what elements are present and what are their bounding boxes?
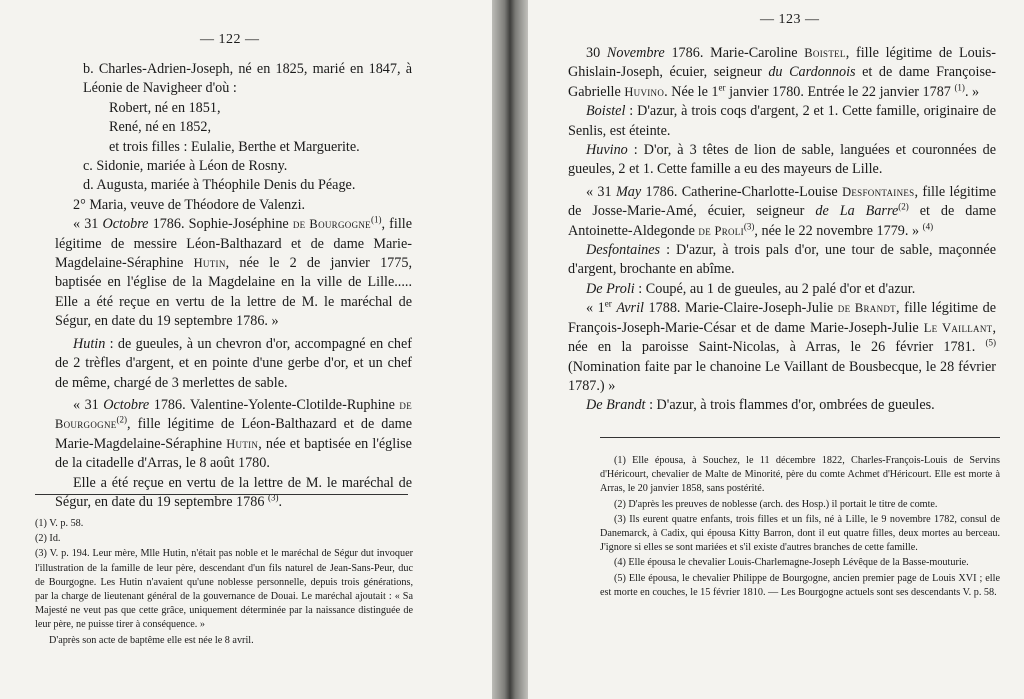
record-valentine: « 31 Octobre 1786. Valentine-Yolente-Clotilde-Ruphine de Bourgogne$^{(2)}$, fille légitime de Léon-Balthazard et de dame Marie-Magdelaine-Séraphine Hutin, née et baptisée en l'église de la citadelle d'Arras, le 8 août 1780. <box>55 396 413 472</box>
left-body-text <box>55 60 412 512</box>
arms-boistel: Boistel : D'azur, à trois coqs d'argent, 2 et 1. Cette famille, originaire de Senlis, est éteinte. <box>568 103 996 139</box>
record-marie-claire: « 1er Avril 1788. Marie-Claire-Joseph-Julie de Brandt, fille légitime de François-Joseph-Marie-César et de dame Marie-Joseph-Julie Le Vaillant, née en la paroisse Saint-Nicolas, à Arras, le 26 février 1781. $^{(5)}$ (Nomination faite par le chanoine Le Vaillant de Bousbecque, le 28 février 1787.) » <box>568 298 997 394</box>
entry-b: b. Charles-Adrien-Joseph, né en 1825, marié en 1847, à Léonie de Navigheer d'où : <box>83 61 412 97</box>
right-page <box>528 0 1024 699</box>
entry-robert: Robert, né en 1851, <box>109 99 221 116</box>
record-marie-caroline: 30 Novembre 1786. Marie-Caroline Boistel, fille légitime de Louis-Ghislain-Joseph, écuier, seigneur du Cardonnois et de dame Françoise-Gabrielle Huvino. Née le 1er janvier 1780. Entrée le 22 janvier 1787 $^{(1)}$. » <box>568 45 997 100</box>
footnote: D'après son acte de baptême elle est née le 8 avril. <box>49 634 254 646</box>
arms-hutin: Hutin : de gueules, à un chevron d'or, accompagné en chef de 2 trèfles d'argent, et en pointe d'une gerbe d'or, et un chef de même, chargé de 3 merlettes de sable. <box>55 335 412 391</box>
arms-de-brandt: De Brandt : D'azur, à trois flammes d'or, ombrées de gueules. <box>586 397 935 414</box>
page-number: — 123 — <box>760 12 820 27</box>
right-body-text <box>568 44 996 416</box>
left-page <box>0 0 492 699</box>
footnote: (1) V. p. 58. <box>35 518 84 529</box>
footnote: (1) Elle épousa, à Souchez, le 11 décembre 1822, Charles-François-Louis de Servins d'Héricourt, chevalier de Malte de Minorité, père du comte Achmet d'Héricourt. Elle est morte à Arras, le 20 janvier 1858, sans postérité. <box>600 455 1000 495</box>
record-sophie: « 31 Octobre 1786. Sophie-Joséphine de Bourgogne$^{(1)}$, fille légitime de messire Léon-Balthazard et de dame Marie-Magdelaine-Séraphine Hutin, née le 2 de janvier 1775, baptisée en l'église de la Magdelaine en la ville de Lille..... Elle a été reçue en vertu de la lettre de M. le maréchal de Ségur, en date du 19 septembre 1786. » <box>55 214 412 330</box>
left-footnotes <box>35 517 413 649</box>
arms-huvino: Huvino : D'or, à 3 têtes de lion de sable, languées et couronnées de gueules, 2 et 1. Cette famille a eu des mayeurs de Lille. <box>568 142 996 178</box>
record-valentine-reception: Elle a été reçue en vertu de la lettre de M. le maréchal de Ségur, en date du 19 septembre 1786 $^{(3)}$. <box>55 474 412 510</box>
footnote: (5) Elle épousa, le chevalier Philippe de Bourgogne, ancien premier page de Louis XVI ; elle est morte en couches, le 15 février 1810. — Les Bourgogne actuels sont ses descendants V. p. 58. <box>600 572 1000 598</box>
entry-rene: René, né en 1852, <box>109 119 212 136</box>
record-catherine: « 31 May 1786. Catherine-Charlotte-Louise Desfontaines, fille légitime de Josse-Marie-Amé, écuier, seigneur de La Barre$^{(2)}$ et de dame Antoinette-Aldegonde de Proli$^{(3)}$, née le 22 novembre 1779. » $^{(4)}$ <box>568 183 997 239</box>
footnote: (3) V. p. 194. Leur mère, Mlle Hutin, n'était pas noble et le maréchal de Ségur dut invoquer l'illustration de la famille de leur père, descendant d'un fils naturel de Jean-Sans-Peur, duc de Bourgogne. Les Hutin n'avaient qu'une noblesse personnelle, depuis trois générations, par la charge de lieutenant général de la gouvernance de Douai. Le maréchal ajoutait : « Sa Majesté ne veut pas que cette grâce, uniquement déterminée par la naissance distinguée de leur père, ne puisse tirer à conséquence. » <box>35 548 413 631</box>
entry-d: d. Augusta, mariée à Théophile Denis du Péage. <box>83 177 356 194</box>
entry-maria: 2° Maria, veuve de Théodore de Valenzi. <box>73 196 306 213</box>
book-gutter <box>492 0 528 699</box>
footnote-divider <box>600 437 1000 438</box>
footnote: (2) Id. <box>35 533 61 545</box>
footnote: (3) Ils eurent quatre enfants, trois filles et un fils, né à Lille, le 9 novembre 1782, consul de Danemarck, à Cadix, qui épousa Kitty Barron, dont il eut quatre filles, deux mortes au berceau. J'ignore si elles se sont mariées et s'il existe d'autres branches de cette famille. <box>600 513 1000 554</box>
footnote: (4) Elle épousa le chevalier Louis-Charlemagne-Joseph Lévêque de la Basse-mouturie. <box>614 557 969 569</box>
right-footnotes <box>600 454 1000 601</box>
arms-de-proli: De Proli : Coupé, au 1 de gueules, au 2 palé d'or et d'azur. <box>586 280 916 297</box>
footnote-divider <box>35 494 408 495</box>
page-number: — 122 — <box>200 32 260 47</box>
entry-c: c. Sidonie, mariée à Léon de Rosny. <box>83 158 288 175</box>
footnote: (2) D'après les preuves de noblesse (arch. des Hosp.) il portait le titre de comte. <box>614 498 938 510</box>
entry-daughters: et trois filles : Eulalie, Berthe et Marguerite. <box>109 138 360 155</box>
arms-desfontaines: Desfontaines : D'azur, à trois pals d'or, une tour de sable, maçonnée d'argent, brochante en abîme. <box>568 242 996 278</box>
